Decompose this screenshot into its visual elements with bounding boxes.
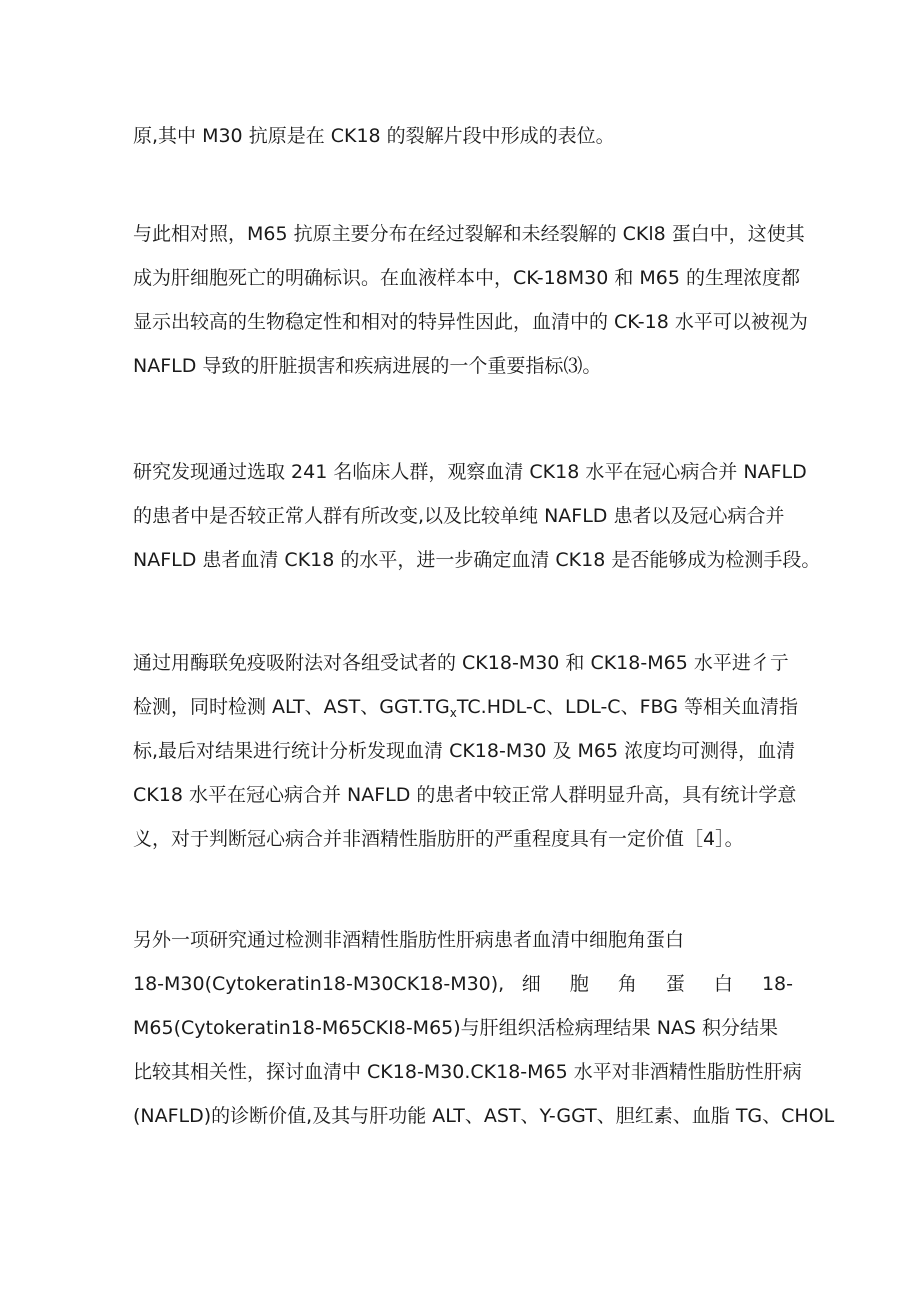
text-line: 通过用酶联免疫吸附法对各组受试者的 CK18-M30 和 CK18-M65 水平进彳亍 xyxy=(133,652,789,674)
text-line: 显示出较高的生物稳定性和相对的特异性因此，血清中的 CK-18 水平可以被视为 xyxy=(133,311,808,333)
text-line: 原,其中 M30 抗原是在 CK18 的裂解片段中形成的表位。 xyxy=(133,125,615,147)
paragraph-2 xyxy=(133,212,808,388)
text-line: CK18 水平在冠心病合并 NAFLD 的患者中较正常人群明显升高，具有统计学意 xyxy=(133,784,797,806)
subscript: x xyxy=(449,706,457,720)
paragraph-4 xyxy=(133,641,798,861)
paragraph-1 xyxy=(133,114,793,158)
text-line: NAFLD 患者血清 CK18 的水平，进一步确定血清 CK18 是否能够成为检测手段。 xyxy=(133,549,821,571)
text-line: 的患者中是否较正常人群有所改变,以及比较单纯 NAFLD 患者以及冠心病合并 xyxy=(133,505,785,527)
text-line: NAFLD 导致的肝脏损害和疾病进展的一个重要指标⑶。 xyxy=(133,355,602,377)
text-line: 另外一项研究通过检测非酒精性脂肪性肝病患者血清中细胞角蛋白 xyxy=(133,929,685,951)
paragraph-3 xyxy=(133,450,821,582)
text-line: (NAFLD)的诊断价值,及其与肝功能 ALT、AST、Y-GGT、胆红素、血脂 TG、CHOL xyxy=(133,1105,835,1127)
text-line-with-subscript xyxy=(133,685,798,729)
text-line: 与此相对照，M65 抗原主要分布在经过裂解和未经裂解的 CKl8 蛋白中，这使其 xyxy=(133,223,805,245)
text-segment: 检测，同时检测 ALT、AST、GGT.TG xyxy=(133,696,450,718)
text-line: 成为肝细胞死亡的明确标识。在血液样本中，CK-18M30 和 M65 的生理浓度都 xyxy=(133,267,801,289)
text-segment: TC.HDL-C、LDL-C、FBG 等相关血清指 xyxy=(456,696,798,718)
text-line: 标,最后对结果进行统计分析发现血清 CK18-M30 及 M65 浓度均可测得，血清 xyxy=(133,740,796,762)
text-line: 研究发现通过选取 241 名临床人群，观察血清 CK18 水平在冠心病合并 NAFLD xyxy=(133,461,807,483)
text-line: M65(Cytokeratin18-M65CKI8-M65)与肝组织活检病理结果 NAS 积分结果 xyxy=(133,1017,779,1039)
text-line: 义，对于判断冠心病合并非酒精性脂肪肝的严重程度具有一定价值［4］。 xyxy=(133,828,744,850)
paragraph-5 xyxy=(133,918,835,1138)
text-line: 比较其相关性，探讨血清中 CK18-M30.CK18-M65 水平对非酒精性脂肪性肝病 xyxy=(133,1061,802,1083)
text-line-justified: 18-M30(Cytokeratin18-M30CK18-M30), 细 胞 角 蛋 白 18- xyxy=(133,973,793,995)
